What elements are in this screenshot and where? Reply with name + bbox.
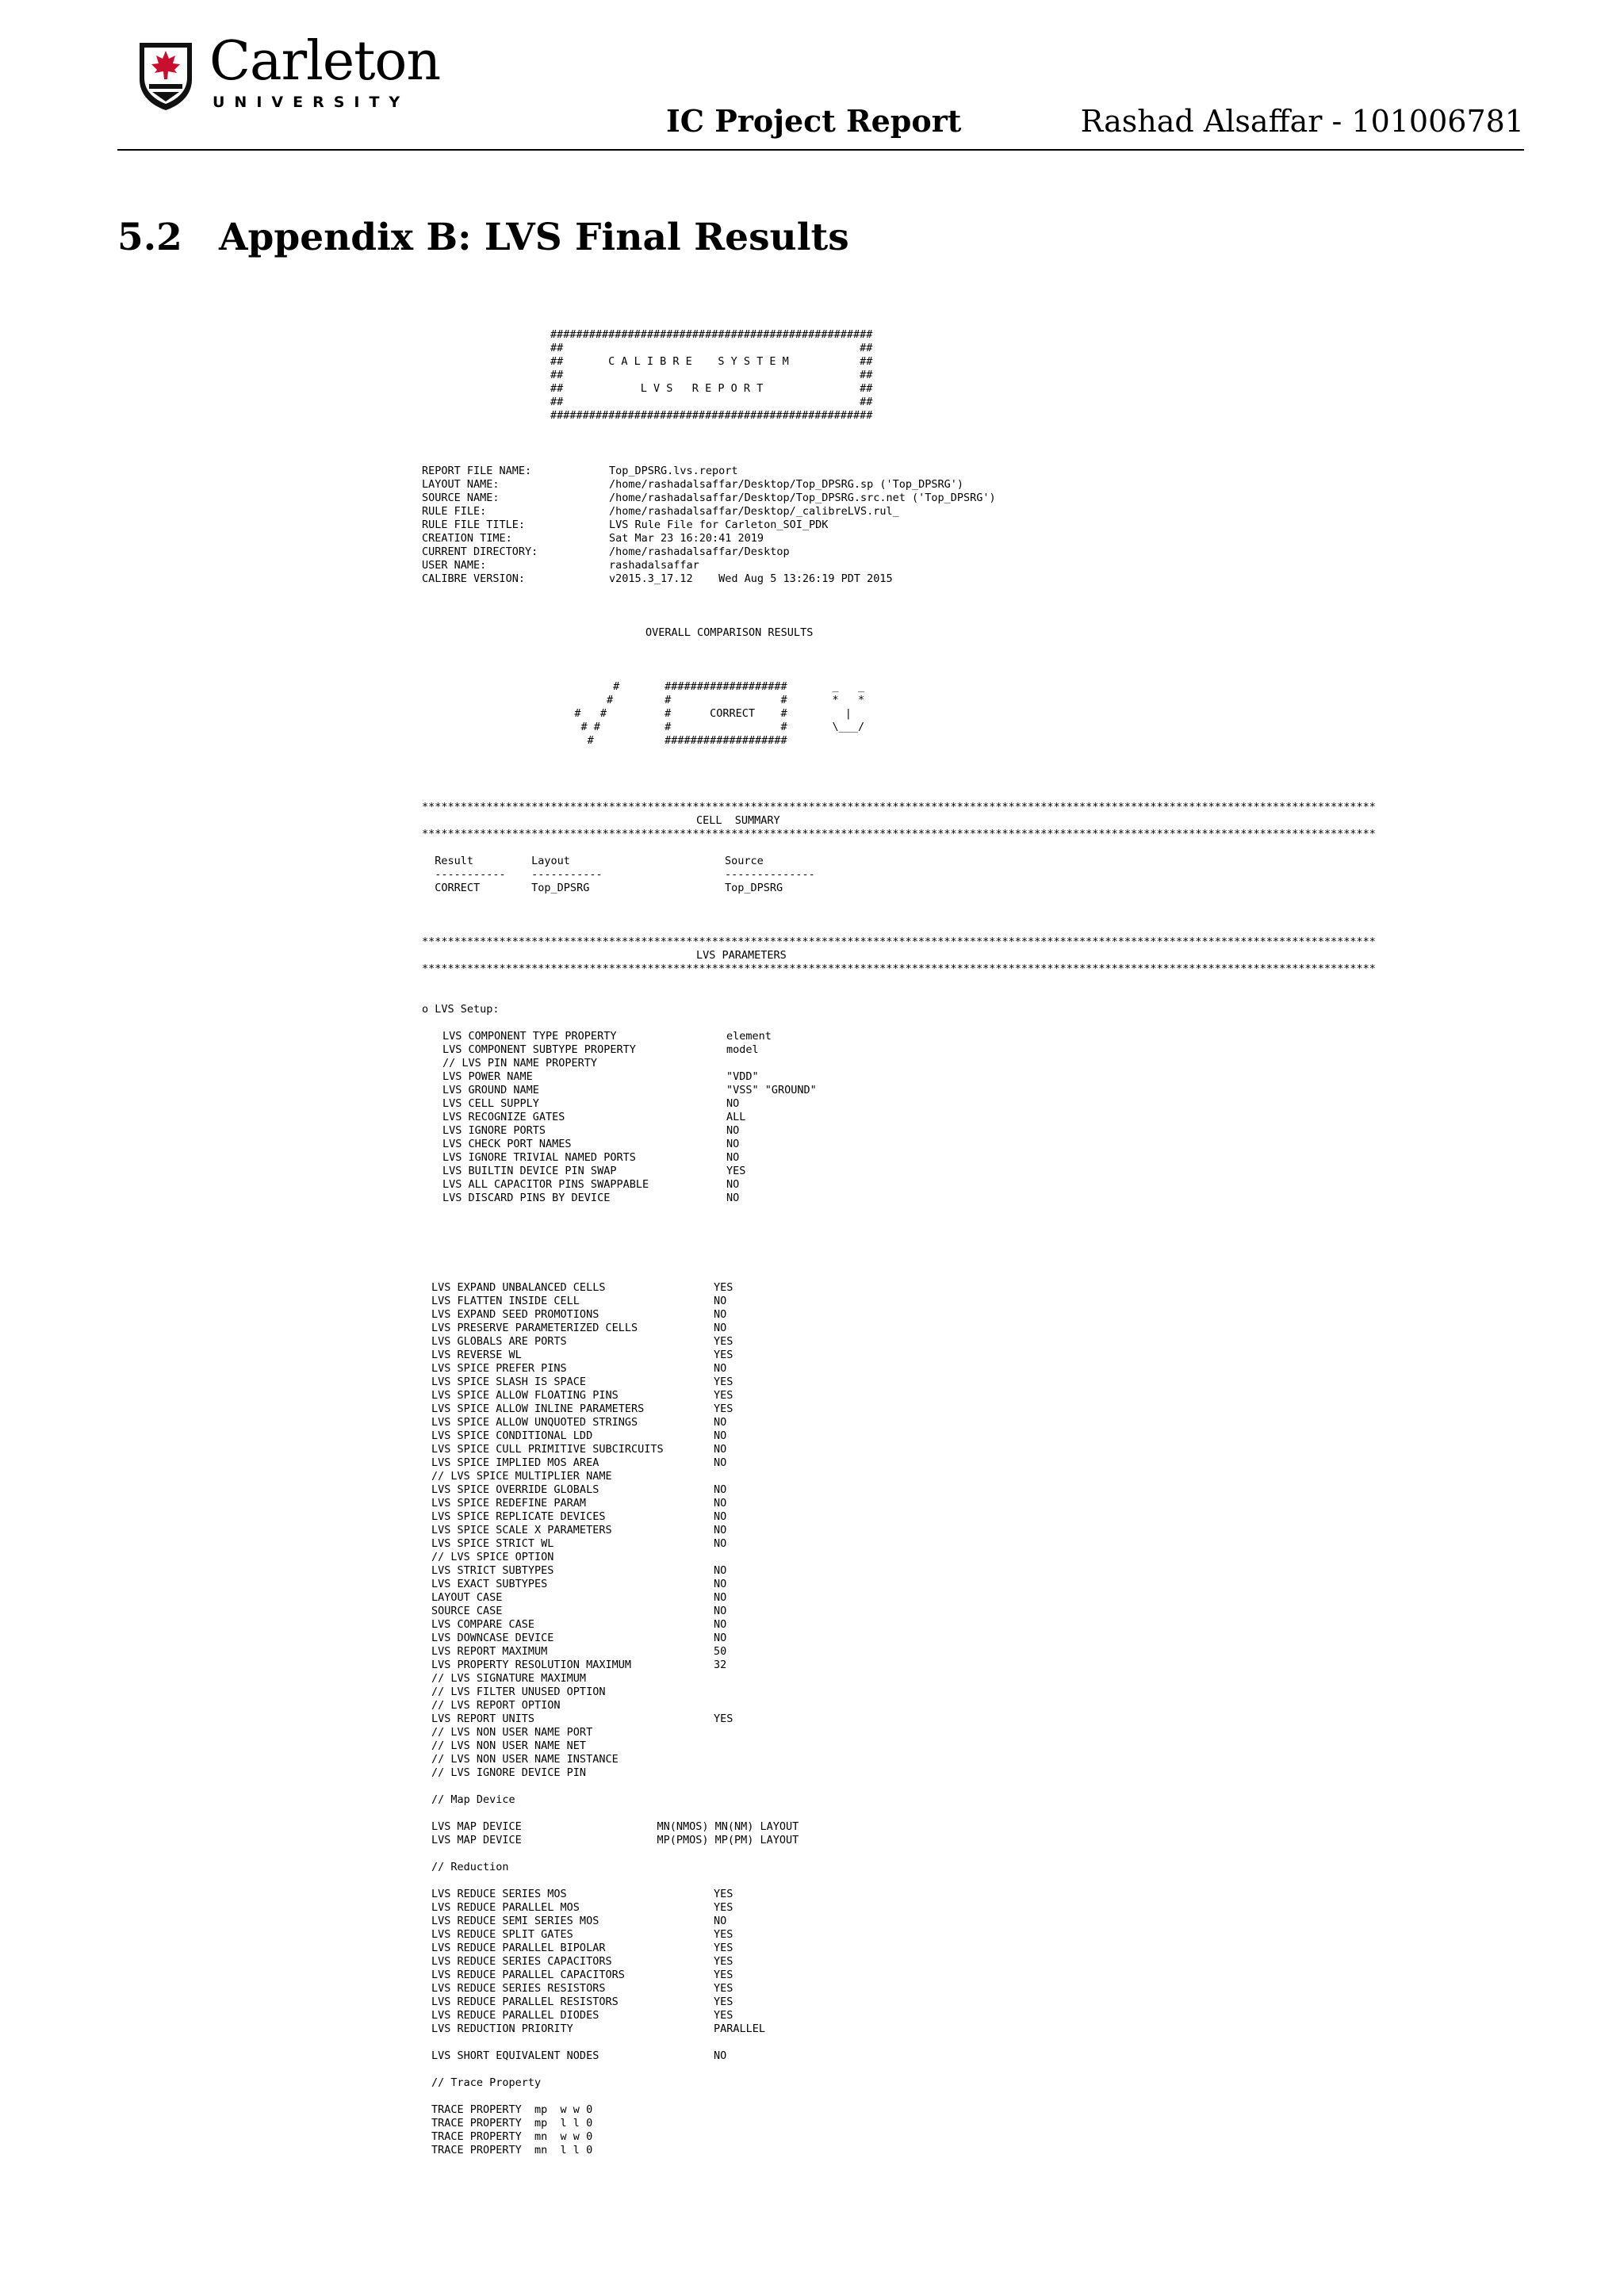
param-value: NO: [714, 1537, 727, 1550]
param-value: YES: [714, 2009, 733, 2022]
trace-line: TRACE PROPERTY mn w w 0: [431, 2130, 593, 2143]
param-key: LVS BUILTIN DEVICE PIN SWAP: [442, 1165, 617, 1177]
param-key: LVS SPICE SCALE X PARAMETERS: [431, 1524, 612, 1536]
param-value: YES: [714, 1982, 733, 1995]
param-key: LVS SPICE ALLOW FLOATING PINS: [431, 1389, 619, 1402]
stars-divider: ****************************************************************************************************************************************************: [422, 936, 1376, 948]
param-key: LVS SPICE OVERRIDE GLOBALS: [431, 1483, 599, 1496]
info-value: /home/rashadalsaffar/Desktop: [609, 545, 790, 558]
param-value: NO: [714, 1564, 727, 1577]
param-value: NO: [714, 1618, 727, 1631]
param-value: YES: [714, 1942, 733, 1954]
param-key: LVS REDUCE PARALLEL RESISTORS: [431, 1996, 619, 2008]
param-key: LVS SPICE STRICT WL: [431, 1537, 554, 1550]
param-key: LVS RECOGNIZE GATES: [442, 1111, 565, 1123]
param-key: LVS IGNORE PORTS: [442, 1124, 546, 1137]
reduction-comment: // Reduction: [431, 1861, 509, 1873]
param-value: YES: [714, 1955, 733, 1968]
header-author: Rashad Alsaffar - 101006781: [1080, 104, 1524, 139]
param-key: LVS REDUCE PARALLEL DIODES: [431, 2009, 599, 2022]
param-key: // LVS REPORT OPTION: [431, 1699, 561, 1712]
param-value: NO: [714, 1456, 727, 1469]
info-value: Sat Mar 23 16:20:41 2019: [609, 532, 764, 545]
banner-border-top: ##################################################: [550, 328, 873, 341]
info-value: /home/rashadalsaffar/Desktop/_calibreLVS.rul_: [609, 505, 899, 518]
param-key: LVS PRESERVE PARAMETERIZED CELLS: [431, 1322, 638, 1334]
param-value: NO: [714, 1429, 727, 1442]
art-line: # # # # \___/: [555, 721, 865, 733]
param-key: LVS DISCARD PINS BY DEVICE: [442, 1192, 611, 1204]
param-key: LVS GROUND NAME: [442, 1084, 539, 1096]
lvs-setup-label: o LVS Setup:: [422, 1003, 500, 1016]
param-key: LVS REDUCE SERIES MOS: [431, 1888, 567, 1900]
info-key: SOURCE NAME:: [422, 492, 500, 504]
param-value: NO: [714, 1578, 727, 1590]
param-value: ALL: [726, 1111, 746, 1123]
param-value: NO: [714, 1443, 727, 1456]
param-value: NO: [714, 1416, 727, 1429]
param-key: LVS SPICE PREFER PINS: [431, 1362, 567, 1375]
banner-edge: ## ##: [550, 342, 873, 354]
param-value: YES: [714, 1888, 733, 1900]
param-key: LVS REDUCE PARALLEL CAPACITORS: [431, 1969, 625, 1981]
param-value: YES: [714, 1402, 733, 1415]
stars-divider: ****************************************************************************************************************************************************: [422, 828, 1376, 840]
banner-system: ## C A L I B R E S Y S T E M ##: [550, 355, 873, 368]
param-key: LVS COMPONENT SUBTYPE PROPERTY: [442, 1043, 636, 1056]
param-value: NO: [714, 1322, 727, 1334]
param-key: LVS REDUCTION PRIORITY: [431, 2022, 573, 2035]
param-key: LVS STRICT SUBTYPES: [431, 1564, 554, 1577]
info-value: LVS Rule File for Carleton_SOI_PDK: [609, 519, 829, 531]
param-value: "VSS" "GROUND": [726, 1084, 817, 1096]
param-value: NO: [726, 1192, 740, 1204]
param-key: // LVS SIGNATURE MAXIMUM: [431, 1672, 587, 1685]
param-value: YES: [714, 1349, 733, 1361]
info-key: CALIBRE VERSION:: [422, 572, 526, 585]
param-key: LVS EXPAND UNBALANCED CELLS: [431, 1281, 606, 1294]
map-device-line: LVS MAP DEVICE MP(PMOS) MP(PM) LAYOUT: [431, 1834, 799, 1846]
param-key: LVS CHECK PORT NAMES: [442, 1138, 572, 1150]
cell-summary-heading: CELL SUMMARY: [696, 814, 780, 827]
stars-divider: ****************************************************************************************************************************************************: [422, 801, 1376, 813]
banner-edge: ## ##: [550, 396, 873, 408]
param-value: NO: [714, 1362, 727, 1375]
param-value: NO: [714, 1591, 727, 1604]
param-key: LVS REVERSE WL: [431, 1349, 522, 1361]
art-line: # # # * *: [555, 694, 865, 706]
param-value: NO: [714, 2049, 727, 2062]
param-key: // LVS FILTER UNUSED OPTION: [431, 1686, 606, 1698]
param-value: model: [726, 1043, 759, 1056]
param-value: YES: [714, 1389, 733, 1402]
info-key: USER NAME:: [422, 559, 487, 572]
trace-line: TRACE PROPERTY mn l l 0: [431, 2144, 593, 2156]
info-value: /home/rashadalsaffar/Desktop/Top_DPSRG.sp ('Top_DPSRG'): [609, 478, 964, 491]
banner-edge: ## ##: [550, 369, 873, 381]
param-value: NO: [714, 1524, 727, 1536]
param-key: LVS REDUCE SPLIT GATES: [431, 1928, 573, 1941]
lvs-parameters-heading: LVS PARAMETERS: [696, 949, 787, 962]
param-value: YES: [714, 1335, 733, 1348]
param-key: LVS REDUCE SEMI SERIES MOS: [431, 1915, 599, 1927]
param-key: LVS IGNORE TRIVIAL NAMED PORTS: [442, 1151, 636, 1164]
info-key: RULE FILE:: [422, 505, 487, 518]
param-value: NO: [714, 1483, 727, 1496]
param-key: LVS REPORT MAXIMUM: [431, 1645, 548, 1658]
param-value: NO: [714, 1915, 727, 1927]
art-line: # ################### _ _: [555, 680, 865, 693]
param-value: 50: [714, 1645, 727, 1658]
param-value: YES: [714, 1996, 733, 2008]
param-key: LVS FLATTEN INSIDE CELL: [431, 1295, 580, 1307]
trace-line: TRACE PROPERTY mp w w 0: [431, 2103, 593, 2116]
trace-line: TRACE PROPERTY mp l l 0: [431, 2117, 593, 2130]
param-key: // LVS PIN NAME PROPERTY: [442, 1057, 598, 1070]
info-value: v2015.3_17.12 Wed Aug 5 13:26:19 PDT 2015: [609, 572, 893, 585]
info-key: RULE FILE TITLE:: [422, 519, 526, 531]
param-key: LVS CELL SUPPLY: [442, 1097, 539, 1110]
param-key: // LVS NON USER NAME INSTANCE: [431, 1753, 619, 1766]
param-key: LVS EXACT SUBTYPES: [431, 1578, 548, 1590]
param-value: NO: [726, 1097, 740, 1110]
param-key: LVS COMPARE CASE: [431, 1618, 535, 1631]
stars-divider: ****************************************************************************************************************************************************: [422, 962, 1376, 975]
info-key: CREATION TIME:: [422, 532, 512, 545]
param-key: LVS SPICE REDEFINE PARAM: [431, 1497, 587, 1510]
param-key: LVS DOWNCASE DEVICE: [431, 1632, 554, 1644]
param-value: NO: [714, 1510, 727, 1523]
param-key: LVS SPICE CONDITIONAL LDD: [431, 1429, 593, 1442]
header-title: IC Project Report: [666, 103, 962, 139]
param-key: // LVS IGNORE DEVICE PIN: [431, 1766, 587, 1779]
param-value: YES: [714, 1928, 733, 1941]
param-value: NO: [726, 1151, 740, 1164]
param-key: LVS REDUCE SERIES RESISTORS: [431, 1982, 606, 1995]
param-value: NO: [726, 1138, 740, 1150]
param-value: NO: [714, 1605, 727, 1617]
param-value: YES: [714, 1376, 733, 1388]
param-value: NO: [714, 1497, 727, 1510]
param-value: element: [726, 1030, 772, 1043]
banner-report: ## L V S R E P O R T ##: [550, 382, 873, 395]
param-value: YES: [714, 1901, 733, 1914]
info-value: rashadalsaffar: [609, 559, 699, 572]
info-value: /home/rashadalsaffar/Desktop/Top_DPSRG.src.net ('Top_DPSRG'): [609, 492, 996, 504]
param-key: LVS POWER NAME: [442, 1070, 533, 1083]
param-key: LVS SPICE IMPLIED MOS AREA: [431, 1456, 599, 1469]
param-key: LAYOUT CASE: [431, 1591, 503, 1604]
section-number: 5.2: [117, 216, 182, 259]
param-key: // LVS SPICE OPTION: [431, 1551, 554, 1563]
param-value: YES: [714, 1969, 733, 1981]
param-value: YES: [726, 1165, 746, 1177]
param-key: LVS REDUCE PARALLEL BIPOLAR: [431, 1942, 606, 1954]
logo-university: UNIVERSITY: [213, 94, 410, 111]
map-device-comment: // Map Device: [431, 1793, 515, 1806]
cell-summary-header-row: Result Layout Source: [422, 855, 764, 867]
param-value: NO: [714, 1295, 727, 1307]
param-key: // LVS NON USER NAME PORT: [431, 1726, 593, 1739]
param-key: LVS REDUCE PARALLEL MOS: [431, 1901, 580, 1914]
trace-comment: // Trace Property: [431, 2076, 542, 2089]
info-key: LAYOUT NAME:: [422, 478, 500, 491]
art-line: # # # CORRECT # |: [555, 707, 852, 720]
art-line: # ###################: [555, 734, 787, 747]
param-key: LVS SPICE ALLOW UNQUOTED STRINGS: [431, 1416, 638, 1429]
info-key: REPORT FILE NAME:: [422, 465, 532, 477]
map-device-line: LVS MAP DEVICE MN(NMOS) MN(NM) LAYOUT: [431, 1820, 799, 1833]
param-key: LVS SPICE CULL PRIMITIVE SUBCIRCUITS: [431, 1443, 664, 1456]
param-value: NO: [726, 1124, 740, 1137]
logo-wordmark: Carleton: [209, 30, 441, 93]
param-key: // LVS SPICE MULTIPLIER NAME: [431, 1470, 612, 1483]
param-key: SOURCE CASE: [431, 1605, 503, 1617]
param-key: LVS ALL CAPACITOR PINS SWAPPABLE: [442, 1178, 649, 1191]
param-key: LVS SHORT EQUIVALENT NODES: [431, 2049, 599, 2062]
cell-summary-result-row: CORRECT Top_DPSRG Top_DPSRG: [422, 882, 783, 894]
param-key: LVS SPICE ALLOW INLINE PARAMETERS: [431, 1402, 645, 1415]
info-value: Top_DPSRG.lvs.report: [609, 465, 738, 477]
param-value: PARALLEL: [714, 2022, 766, 2035]
section-title: Appendix B: LVS Final Results: [219, 216, 849, 259]
param-key: LVS SPICE REPLICATE DEVICES: [431, 1510, 606, 1523]
param-value: "VDD": [726, 1070, 759, 1083]
param-key: // LVS NON USER NAME NET: [431, 1739, 587, 1752]
param-value: YES: [714, 1712, 733, 1725]
param-key: LVS COMPONENT TYPE PROPERTY: [442, 1030, 617, 1043]
param-value: YES: [714, 1281, 733, 1294]
info-key: CURRENT DIRECTORY:: [422, 545, 538, 558]
overall-heading: OVERALL COMPARISON RESULTS: [645, 626, 814, 639]
cell-summary-rule-row: ----------- ----------- --------------: [422, 868, 815, 881]
param-value: 32: [714, 1659, 727, 1671]
param-key: LVS PROPERTY RESOLUTION MAXIMUM: [431, 1659, 631, 1671]
param-key: LVS REPORT UNITS: [431, 1712, 535, 1725]
param-value: NO: [726, 1178, 740, 1191]
param-key: LVS SPICE SLASH IS SPACE: [431, 1376, 587, 1388]
param-key: LVS EXPAND SEED PROMOTIONS: [431, 1308, 599, 1321]
param-key: LVS REDUCE SERIES CAPACITORS: [431, 1955, 612, 1968]
param-value: NO: [714, 1308, 727, 1321]
banner-border-bottom: ##################################################: [550, 409, 873, 422]
param-key: LVS GLOBALS ARE PORTS: [431, 1335, 567, 1348]
param-value: NO: [714, 1632, 727, 1644]
